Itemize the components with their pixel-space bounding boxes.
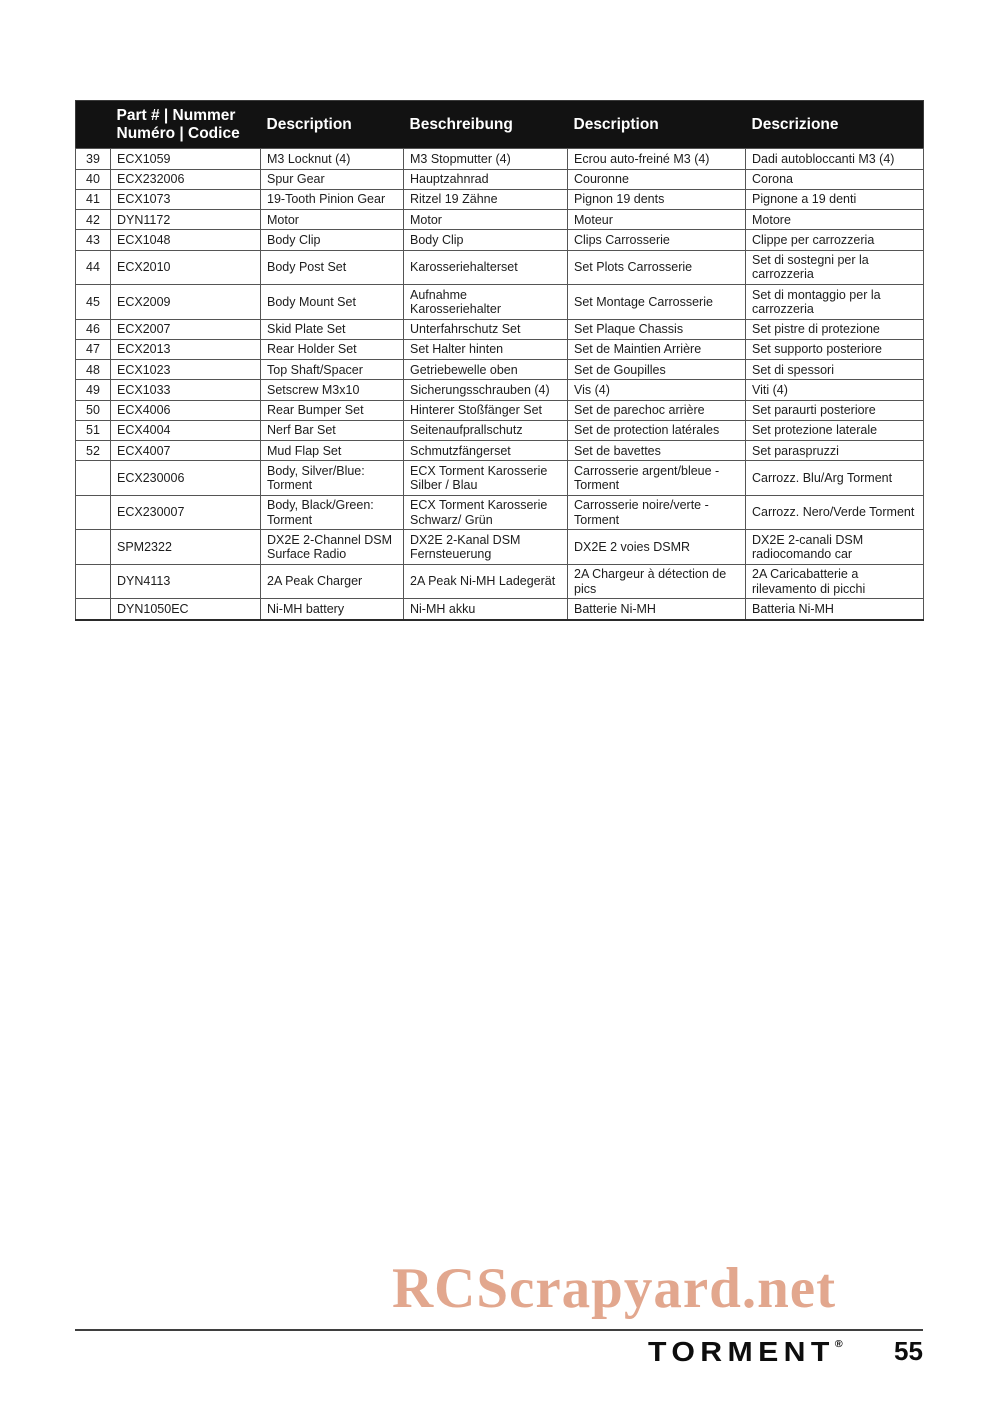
header-description-de: Beschreibung [404, 101, 568, 149]
description-fr-cell: Set de protection latérales [568, 420, 746, 440]
table-row [76, 360, 924, 380]
table-row [76, 400, 924, 420]
description-en-cell: 19-Tooth Pinion Gear [261, 189, 404, 209]
description-de-cell: Hinterer Stoßfänger Set [404, 400, 568, 420]
header-part-number [111, 101, 261, 149]
table-row [76, 149, 924, 169]
part-number-cell: ECX1059 [111, 149, 261, 169]
description-en-cell: Top Shaft/Spacer [261, 360, 404, 380]
description-de-cell: Getriebewelle oben [404, 360, 568, 380]
row-number-cell [76, 599, 111, 620]
description-fr-cell: Carrosserie noire/verte - Torment [568, 495, 746, 530]
description-fr-cell: Set de bavettes [568, 441, 746, 461]
part-number-cell: DYN4113 [111, 564, 261, 599]
part-number-cell: ECX230007 [111, 495, 261, 530]
part-number-cell: ECX2009 [111, 285, 261, 320]
description-de-cell: Motor [404, 210, 568, 230]
part-number-cell: ECX230006 [111, 461, 261, 496]
description-it-cell: Set di spessori [746, 360, 924, 380]
page-number: 55 [894, 1336, 923, 1366]
watermark-text: RCScrapyard.net [392, 1257, 837, 1320]
description-de-cell: Ni-MH akku [404, 599, 568, 620]
table-row [76, 319, 924, 339]
table-row [76, 339, 924, 359]
part-number-cell: ECX4007 [111, 441, 261, 461]
row-number-cell: 40 [76, 169, 111, 189]
description-it-cell: Set protezione laterale [746, 420, 924, 440]
description-it-cell: Motore [746, 210, 924, 230]
description-de-cell: Unterfahrschutz Set [404, 319, 568, 339]
description-de-cell: Sicherungsschrauben (4) [404, 380, 568, 400]
part-number-cell: ECX1048 [111, 230, 261, 250]
header-row-number [76, 101, 111, 149]
table-row [76, 285, 924, 320]
row-number-cell [76, 530, 111, 565]
row-number-cell: 45 [76, 285, 111, 320]
table-row [76, 495, 924, 530]
table-row [76, 564, 924, 599]
table-row [76, 230, 924, 250]
header-description-it: Descrizione [746, 101, 924, 149]
description-de-cell: Aufnahme Karosseriehalter [404, 285, 568, 320]
part-number-cell: SPM2322 [111, 530, 261, 565]
description-it-cell: Set paraspruzzi [746, 441, 924, 461]
row-number-cell [76, 495, 111, 530]
table-row [76, 169, 924, 189]
row-number-cell: 46 [76, 319, 111, 339]
description-en-cell: Body Clip [261, 230, 404, 250]
description-it-cell: Batteria Ni-MH [746, 599, 924, 620]
description-it-cell: Corona [746, 169, 924, 189]
row-number-cell [76, 564, 111, 599]
description-de-cell: Karosseriehalterset [404, 250, 568, 285]
description-de-cell: Hauptzahnrad [404, 169, 568, 189]
description-it-cell: Set supporto posteriore [746, 339, 924, 359]
part-number-cell: ECX2013 [111, 339, 261, 359]
registered-trademark-symbol: ® [834, 1339, 843, 1350]
description-de-cell: Seitenaufprallschutz [404, 420, 568, 440]
description-it-cell: Carrozz. Blu/Arg Torment [746, 461, 924, 496]
table-row [76, 420, 924, 440]
table-row [76, 250, 924, 285]
description-it-cell: Viti (4) [746, 380, 924, 400]
description-fr-cell: Set Plaque Chassis [568, 319, 746, 339]
description-fr-cell: Set de Maintien Arrière [568, 339, 746, 359]
description-de-cell: Schmutzfängerset [404, 441, 568, 461]
parts-table-body [76, 149, 924, 620]
description-en-cell: 2A Peak Charger [261, 564, 404, 599]
description-fr-cell: Ecrou auto-freiné M3 (4) [568, 149, 746, 169]
description-fr-cell: Couronne [568, 169, 746, 189]
header-description-en: Description [261, 101, 404, 149]
row-number-cell: 42 [76, 210, 111, 230]
description-fr-cell: Set Plots Carrosserie [568, 250, 746, 285]
parts-table [75, 100, 924, 621]
description-en-cell: Body, Silver/Blue: Torment [261, 461, 404, 496]
description-en-cell: Motor [261, 210, 404, 230]
description-fr-cell: Set Montage Carrosserie [568, 285, 746, 320]
description-fr-cell: Vis (4) [568, 380, 746, 400]
header-part-line1: Part # | Nummer [116, 107, 236, 124]
description-de-cell: Body Clip [404, 230, 568, 250]
description-fr-cell: Carrosserie argent/bleue - Torment [568, 461, 746, 496]
description-en-cell: Body Post Set [261, 250, 404, 285]
description-de-cell: M3 Stopmutter (4) [404, 149, 568, 169]
description-it-cell: Pignone a 19 denti [746, 189, 924, 209]
row-number-cell: 47 [76, 339, 111, 359]
description-it-cell: Clippe per carrozzeria [746, 230, 924, 250]
description-fr-cell: DX2E 2 voies DSMR [568, 530, 746, 565]
part-number-cell: DYN1172 [111, 210, 261, 230]
row-number-cell: 44 [76, 250, 111, 285]
row-number-cell: 41 [76, 189, 111, 209]
description-fr-cell: Set de parechoc arrière [568, 400, 746, 420]
description-en-cell: Ni-MH battery [261, 599, 404, 620]
row-number-cell: 51 [76, 420, 111, 440]
row-number-cell: 50 [76, 400, 111, 420]
description-it-cell: Set di montaggio per la carrozzeria [746, 285, 924, 320]
row-number-cell: 52 [76, 441, 111, 461]
description-it-cell: Set di sostegni per la carrozzeria [746, 250, 924, 285]
description-it-cell: 2A Caricabatterie a rilevamento di picchi [746, 564, 924, 599]
table-row [76, 210, 924, 230]
description-it-cell: Set paraurti posteriore [746, 400, 924, 420]
part-number-cell: DYN1050EC [111, 599, 261, 620]
header-part-line2: Numéro | Codice [116, 124, 240, 142]
description-fr-cell: Set de Goupilles [568, 360, 746, 380]
description-en-cell: Rear Holder Set [261, 339, 404, 359]
description-en-cell: Spur Gear [261, 169, 404, 189]
table-row [76, 599, 924, 620]
part-number-cell: ECX2007 [111, 319, 261, 339]
row-number-cell: 49 [76, 380, 111, 400]
parts-table-header [76, 101, 924, 149]
description-fr-cell: Pignon 19 dents [568, 189, 746, 209]
description-it-cell: Dadi autobloccanti M3 (4) [746, 149, 924, 169]
description-en-cell: DX2E 2-Channel DSM Surface Radio [261, 530, 404, 565]
table-row [76, 530, 924, 565]
table-row [76, 461, 924, 496]
part-number-cell: ECX1033 [111, 380, 261, 400]
row-number-cell: 39 [76, 149, 111, 169]
description-de-cell: Ritzel 19 Zähne [404, 189, 568, 209]
row-number-cell: 48 [76, 360, 111, 380]
table-row [76, 380, 924, 400]
description-fr-cell: Clips Carrosserie [568, 230, 746, 250]
description-de-cell: 2A Peak Ni-MH Ladegerät [404, 564, 568, 599]
part-number-cell: ECX1023 [111, 360, 261, 380]
description-en-cell: Body, Black/Green: Torment [261, 495, 404, 530]
description-de-cell: ECX Torment Karosserie Schwarz/ Grün [404, 495, 568, 530]
table-row [76, 189, 924, 209]
part-number-cell: ECX232006 [111, 169, 261, 189]
brand-logo [648, 1336, 843, 1368]
description-de-cell: DX2E 2-Kanal DSM Fernsteuerung [404, 530, 568, 565]
description-fr-cell: Moteur [568, 210, 746, 230]
table-row [76, 441, 924, 461]
description-fr-cell: 2A Chargeur à détection de pics [568, 564, 746, 599]
header-description-fr: Description [568, 101, 746, 149]
row-number-cell: 43 [76, 230, 111, 250]
description-en-cell: Setscrew M3x10 [261, 380, 404, 400]
description-it-cell: DX2E 2-canali DSM radiocomando car [746, 530, 924, 565]
part-number-cell: ECX1073 [111, 189, 261, 209]
part-number-cell: ECX2010 [111, 250, 261, 285]
description-en-cell: Nerf Bar Set [261, 420, 404, 440]
row-number-cell [76, 461, 111, 496]
brand-logo-text: TORMENT [648, 1336, 835, 1367]
description-en-cell: Skid Plate Set [261, 319, 404, 339]
part-number-cell: ECX4004 [111, 420, 261, 440]
part-number-cell: ECX4006 [111, 400, 261, 420]
description-en-cell: Body Mount Set [261, 285, 404, 320]
description-it-cell: Carrozz. Nero/Verde Torment [746, 495, 924, 530]
description-de-cell: ECX Torment Karosserie Silber / Blau [404, 461, 568, 496]
description-en-cell: Rear Bumper Set [261, 400, 404, 420]
description-en-cell: Mud Flap Set [261, 441, 404, 461]
description-en-cell: M3 Locknut (4) [261, 149, 404, 169]
description-de-cell: Set Halter hinten [404, 339, 568, 359]
footer-divider [75, 1329, 923, 1331]
description-it-cell: Set pistre di protezione [746, 319, 924, 339]
description-fr-cell: Batterie Ni-MH [568, 599, 746, 620]
